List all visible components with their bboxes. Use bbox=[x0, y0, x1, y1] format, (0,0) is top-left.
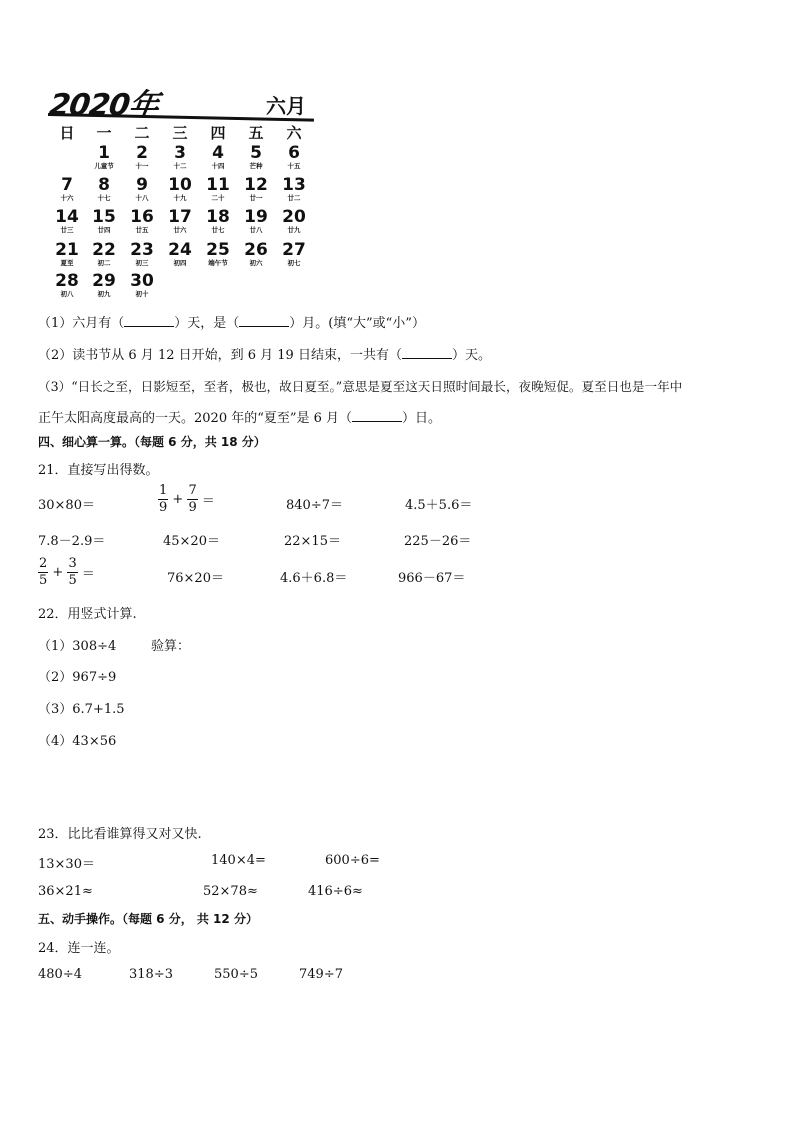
calc-item: 140×4= bbox=[211, 853, 266, 868]
calendar-lunar-date: 端午节 bbox=[208, 259, 228, 267]
calendar-day bbox=[239, 241, 273, 268]
equals-sign: ＝ bbox=[201, 494, 215, 509]
question-1-text-b: ）天，是（ bbox=[174, 316, 240, 331]
calendar-day-number: 14 bbox=[55, 207, 79, 227]
calendar-day-number: 16 bbox=[130, 207, 154, 227]
fraction-numerator: 2 bbox=[39, 556, 48, 571]
calendar-lunar-date: 儿童节 bbox=[94, 162, 114, 170]
fraction-denominator: 9 bbox=[159, 500, 168, 515]
fraction-numerator: 1 bbox=[159, 483, 168, 498]
answer-blank[interactable] bbox=[402, 346, 452, 359]
equals-sign: ＝ bbox=[81, 567, 95, 582]
vertical-calc-item: （2）967÷9 bbox=[38, 670, 117, 685]
calendar-day-number: 21 bbox=[55, 240, 79, 260]
calc-item: 966－67＝ bbox=[398, 571, 466, 586]
calendar-day bbox=[239, 176, 273, 203]
calendar-day-number: 24 bbox=[168, 240, 192, 260]
fraction-denominator: 5 bbox=[68, 573, 77, 588]
question-22-title: 22．用竖式计算. bbox=[38, 607, 137, 622]
calendar-year: 2020年 bbox=[47, 88, 161, 123]
match-item: 318÷3 bbox=[129, 967, 173, 982]
calendar-lunar-date: 廿三 bbox=[60, 226, 74, 234]
calc-item: 840÷7＝ bbox=[286, 498, 343, 513]
section-5-title: 五、动手操作。（每题 6 分， 共 12 分） bbox=[38, 912, 258, 926]
calendar-lunar-date: 十一 bbox=[135, 162, 149, 170]
match-item: 749÷7 bbox=[299, 967, 343, 982]
calc-item: 13×30＝ bbox=[38, 857, 95, 872]
calendar-lunar-date: 十八 bbox=[135, 194, 149, 202]
calendar-weekday: 一 bbox=[96, 124, 112, 142]
calendar-day bbox=[277, 144, 311, 171]
calendar-month: 六月 bbox=[266, 94, 306, 118]
calendar-day bbox=[87, 272, 121, 299]
calendar-day-number: 28 bbox=[55, 271, 79, 291]
question-3-text-a: 正午太阳高度最高的一天。2020 年的“夏至”是 6 月（ bbox=[38, 411, 353, 426]
calc-item: 36×21≈ bbox=[38, 884, 93, 899]
calendar-day bbox=[163, 176, 197, 203]
fraction bbox=[38, 556, 48, 589]
question-21-title: 21．直接写出得数。 bbox=[38, 463, 159, 478]
calendar-day-number: 30 bbox=[130, 271, 154, 291]
calendar-day bbox=[277, 208, 311, 235]
plus-sign: + bbox=[52, 565, 64, 580]
calendar-lunar-date: 二十 bbox=[211, 194, 225, 202]
calendar-day bbox=[201, 176, 235, 203]
calendar-weekday: 日 bbox=[59, 124, 75, 142]
calendar-weekday: 二 bbox=[134, 124, 150, 142]
match-item: 550÷5 bbox=[214, 967, 258, 982]
calendar-lunar-date: 廿七 bbox=[211, 226, 225, 234]
calendar-lunar-date: 廿二 bbox=[287, 194, 301, 202]
calendar-lunar-date: 初四 bbox=[173, 259, 187, 267]
calc-item: 30×80＝ bbox=[38, 498, 95, 513]
calendar-lunar-date: 初二 bbox=[97, 259, 111, 267]
calendar-lunar-date: 初十 bbox=[135, 290, 149, 298]
calc-item: 4.5＋5.6＝ bbox=[405, 498, 473, 513]
calendar-lunar-date: 十五 bbox=[287, 162, 301, 170]
calendar-day bbox=[125, 208, 159, 235]
calendar-lunar-date: 廿九 bbox=[287, 226, 301, 234]
question-23-title: 23．比比看谁算得又对又快. bbox=[38, 827, 202, 842]
calendar-lunar-date: 初三 bbox=[135, 259, 149, 267]
calc-item: 52×78≈ bbox=[203, 884, 258, 899]
vertical-calc-item: （3）6.7+1.5 bbox=[38, 702, 125, 717]
calendar-day bbox=[239, 144, 273, 171]
calc-item: 600÷6= bbox=[325, 853, 380, 868]
match-item: 480÷4 bbox=[38, 967, 82, 982]
calendar-day bbox=[201, 208, 235, 235]
calendar-day-number: 10 bbox=[168, 175, 192, 195]
calendar-lunar-date: 初六 bbox=[249, 259, 263, 267]
calendar-lunar-date: 十七 bbox=[97, 194, 111, 202]
calendar-day-number: 8 bbox=[98, 175, 110, 195]
calendar-day-number: 3 bbox=[174, 143, 186, 163]
question-3-text-b: ）日。 bbox=[402, 411, 442, 426]
question-1-text-a: （1）六月有（ bbox=[38, 316, 125, 331]
check-label: 验算： bbox=[151, 639, 191, 654]
calendar-day bbox=[50, 241, 84, 268]
calendar-lunar-date: 芒种 bbox=[249, 162, 263, 170]
answer-blank[interactable] bbox=[352, 409, 402, 422]
calendar-weekday: 四 bbox=[210, 124, 226, 142]
calendar-day bbox=[239, 208, 273, 235]
section-4-title: 四、细心算一算。（每题 6 分，共 18 分） bbox=[38, 435, 266, 449]
calendar-day bbox=[125, 176, 159, 203]
fraction-numerator: 3 bbox=[68, 556, 77, 571]
calc-item: 416÷6≈ bbox=[308, 884, 363, 899]
calendar-weekday: 三 bbox=[172, 124, 188, 142]
fraction-sum-2 bbox=[38, 556, 95, 589]
calendar-day bbox=[201, 144, 235, 171]
calendar-day-number: 20 bbox=[282, 207, 306, 227]
fraction-numerator: 7 bbox=[188, 483, 197, 498]
calendar-day-number: 1 bbox=[98, 143, 110, 163]
calendar-day bbox=[125, 241, 159, 268]
calendar-day bbox=[87, 176, 121, 203]
calendar-day bbox=[201, 241, 235, 268]
calendar-day-number: 15 bbox=[92, 207, 116, 227]
calendar-lunar-date: 十四 bbox=[211, 162, 225, 170]
calc-item: 22×15＝ bbox=[284, 534, 341, 549]
fraction-denominator: 5 bbox=[39, 573, 48, 588]
calendar-weekday: 六 bbox=[286, 124, 302, 142]
question-1 bbox=[38, 312, 425, 331]
calendar-day bbox=[125, 144, 159, 171]
calendar-day bbox=[163, 208, 197, 235]
answer-blank[interactable] bbox=[124, 314, 174, 327]
calendar-lunar-date: 廿四 bbox=[97, 226, 111, 234]
calendar-day bbox=[277, 241, 311, 268]
calendar-day bbox=[50, 176, 84, 203]
calendar-day bbox=[87, 208, 121, 235]
vertical-calc-item: （1）308÷4 bbox=[38, 639, 117, 654]
calendar-day-number: 27 bbox=[282, 240, 306, 260]
vertical-calc-item: （4）43×56 bbox=[38, 734, 117, 749]
calendar-lunar-date: 十六 bbox=[60, 194, 74, 202]
calendar-day bbox=[50, 208, 84, 235]
calendar-day bbox=[163, 144, 197, 171]
calendar-day bbox=[163, 241, 197, 268]
calendar-day bbox=[50, 272, 84, 299]
calendar-day-number: 25 bbox=[206, 240, 230, 260]
calendar-day-number: 29 bbox=[92, 271, 116, 291]
calendar-day-number: 7 bbox=[61, 175, 73, 195]
fraction-denominator: 9 bbox=[188, 500, 197, 515]
calendar-lunar-date: 夏至 bbox=[60, 259, 74, 267]
calendar-lunar-date: 廿八 bbox=[249, 226, 263, 234]
calendar-day-number: 11 bbox=[206, 175, 230, 195]
calendar-day-number: 13 bbox=[282, 175, 306, 195]
question-3-line-1: （3）“日长之至，日影短至，至者，极也，故日夏至。”意思是夏至这天日照时间最长，夜晚短促。夏至日也是一年中 bbox=[38, 379, 683, 394]
question-2-text-b: ）天。 bbox=[451, 348, 491, 363]
question-24-title: 24．连一连。 bbox=[38, 941, 120, 956]
calc-item: 7.8－2.9＝ bbox=[38, 534, 106, 549]
fraction-sum-1 bbox=[158, 483, 215, 516]
calendar-lunar-date: 初九 bbox=[97, 290, 111, 298]
plus-sign: + bbox=[172, 492, 184, 507]
question-3-line-2 bbox=[38, 407, 441, 426]
calendar-day-number: 18 bbox=[206, 207, 230, 227]
calendar-weekday: 五 bbox=[248, 124, 264, 142]
calendar-lunar-date: 初八 bbox=[60, 290, 74, 298]
calendar-day-number: 19 bbox=[244, 207, 268, 227]
calendar-day-number: 17 bbox=[168, 207, 192, 227]
calendar-day-number: 12 bbox=[244, 175, 268, 195]
calendar-day-number: 5 bbox=[250, 143, 262, 163]
question-2-text-a: （2）读书节从 6 月 12 日开始，到 6 月 19 日结束，一共有（ bbox=[38, 348, 402, 363]
calendar-lunar-date: 十二 bbox=[173, 162, 187, 170]
fraction bbox=[187, 483, 197, 516]
calendar-lunar-date: 十九 bbox=[173, 194, 187, 202]
calendar-day-number: 23 bbox=[130, 240, 154, 260]
calc-item: 45×20＝ bbox=[163, 534, 220, 549]
calendar-lunar-date: 廿五 bbox=[135, 226, 149, 234]
calendar-lunar-date: 廿一 bbox=[249, 194, 263, 202]
answer-blank[interactable] bbox=[239, 314, 289, 327]
calendar-lunar-date: 廿六 bbox=[173, 226, 187, 234]
fraction bbox=[67, 556, 77, 589]
calendar-day-number: 2 bbox=[136, 143, 148, 163]
fraction bbox=[158, 483, 168, 516]
question-2 bbox=[38, 344, 491, 363]
calendar-day-number: 9 bbox=[136, 175, 148, 195]
calendar-day-number: 4 bbox=[212, 143, 224, 163]
calendar-day-number: 6 bbox=[288, 143, 300, 163]
calendar-day bbox=[87, 144, 121, 171]
question-1-text-c: ）月。(填“大”或“小”） bbox=[289, 316, 425, 331]
calendar-lunar-date: 初七 bbox=[287, 259, 301, 267]
calc-item: 225－26＝ bbox=[404, 534, 472, 549]
calc-item: 4.6＋6.8＝ bbox=[280, 571, 348, 586]
calendar-day-number: 26 bbox=[244, 240, 268, 260]
calendar-day bbox=[277, 176, 311, 203]
calc-item: 76×20＝ bbox=[167, 571, 224, 586]
calendar-day-number: 22 bbox=[92, 240, 116, 260]
calendar-day bbox=[125, 272, 159, 299]
calendar-day bbox=[87, 241, 121, 268]
